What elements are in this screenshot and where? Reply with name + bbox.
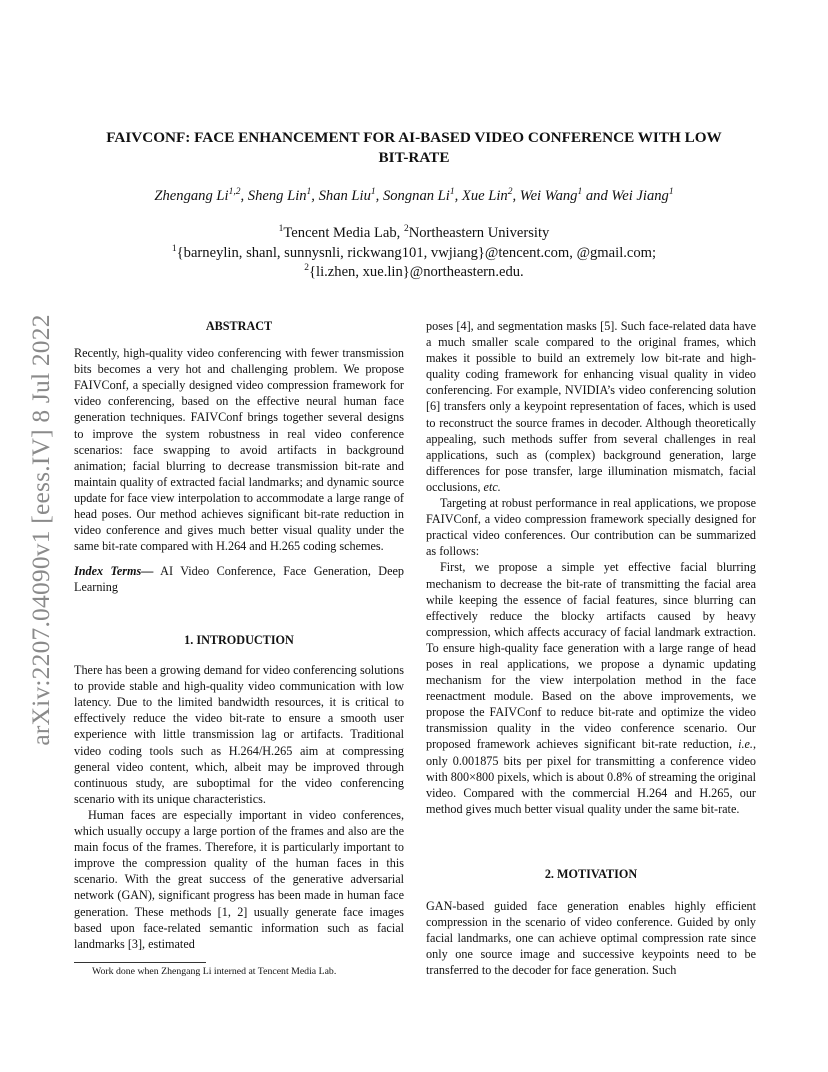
introduction-heading: 1. INTRODUCTION <box>184 633 294 647</box>
author: Shan Liu$^1$, <box>318 187 383 204</box>
affiliation-emails-tencent: $^1${barneylin, shanl, sunnysnli, rickwang101, vwjiang}@tencent.com, @gmail.com; <box>171 243 657 261</box>
index-terms-label: Index Terms— <box>74 564 154 579</box>
footnote: Work done when Zhengang Li interned at Tencent Media Lab. <box>92 966 337 977</box>
affiliations <box>74 224 754 283</box>
motivation-paragraph-1: GAN-based guided face generation enables highly efficient compression in the scenario of video conference. Guided by only facial landmarks, one can achieve optimal compression rate since only one source image and successive keypoints need to be transferred to the decoder for face generation. Such <box>426 899 756 978</box>
footnote-rule <box>74 962 206 963</box>
abstract-heading: ABSTRACT <box>205 319 273 333</box>
affiliation-institutions: $^1$Tencent Media Lab, $^2$Northeastern University <box>278 224 550 241</box>
author-list <box>74 186 754 206</box>
introduction-paragraph-2: Human faces are especially important in video conferences, which usually occupy a large portion of the frames and also are the main focus of the frames. Therefore, it is particularly important to improve the compression quality of the human faces in this scenario. With the great success of the generative adversarial network (GAN), significant progress has been made in human face generation. These methods [1, 2] usually generate face images based upon face-related semantic information such as facial landmarks [3], estimated <box>74 807 404 951</box>
right-column <box>426 318 756 817</box>
paper-title-line-1: FAIVCONF: FACE ENHANCEMENT FOR AI-BASED VIDEO CONFERENCE WITH LOW <box>106 129 722 146</box>
introduction-section <box>74 632 404 952</box>
arxiv-stamp-text: arXiv:2207.04090v1 [eess.IV] 8 Jul 2022 <box>26 314 55 746</box>
affiliation-emails-northeastern: $^2${li.zhen, xue.lin}@northeastern.edu. <box>304 263 524 281</box>
author: Zhengang Li$^{1,2}$, <box>154 187 248 204</box>
author: Wei Wang$^1$ and <box>519 187 612 204</box>
intro-continued-paragraph: poses [4], and segmentation masks [5]. Such face-related data have a much smaller scale compared to the original frames, which makes it possible to build an extremely low bit-rate and high-quality coding framework for enhancing visual quality in video conferencing. For example, NVIDIA’s video conferencing solution [6] transfers only a keypoint representation of faces, which is used to reconstruct the source frames in decoder. Although theoretically appealing, such methods suffer from several challenges in real applications, such as (complex) background generation, large differences for pose transfer, large illumination mismatch, facial occlusions, etc. <box>426 319 756 494</box>
abstract-body: Recently, high-quality video conferencing with fewer transmission bits becomes a very hot and challenging problem. We propose FAIVConf, a specially designed video compression framework for video conferencing, based on the effective neural human face generation techniques. FAIVConf brings together several designs to improve the system robustness in real video conference scenarios: face swapping to avoid artifacts in background animation; facial blurring to decrease transmission bit-rate and maintain quality of extracted facial landmarks; and dynamic source update for face view interpolation to accommodate a large range of head poses. Our method achieves significant bit-rate reduction in video conference and gives much better visual quality under the same bit-rate compared with H.264 and H.265 coding schemes. <box>74 346 404 554</box>
author: Sheng Lin$^1$, <box>247 187 319 204</box>
paper-title <box>74 128 754 167</box>
index-terms-text: AI Video Conference, Face Generation, Deep Learning <box>74 564 404 595</box>
contribution-paragraph: First, we propose a simple yet effective facial blurring mechanism to decrease the bit-rate of transmitting the facial area while keeping the essence of facial features, since blurring can effectively reduce the blocky artifacts caused by heavy compression, which affects accuracy of facial landmark extraction. To ensure high-quality face generation with a large range of head poses in real applications, we propose a dynamic updating mechanism for the view interpolation method in the face reenactment module. Based on the above improvements, we propose the FAIVConf to reduce bit-rate and optimize the video transmission quality in the video conference scenario. Our proposed framework achieves significant bit-rate reduction, i.e., only 0.001875 bits per pixel for transmitting a conference video with 800×800 pixels, which is about 0.8% of streaming the original video. Compared with the commercial H.264 and H.265, our method gives much better visual quality under the same bit-rate. <box>426 560 756 816</box>
contribution-intro-paragraph: Targeting at robust performance in real applications, we propose FAIVConf, a video compression framework specially designed for practical video conferences. Our contribution can be summarized as follows: <box>426 496 756 559</box>
paper-title-line-2: BIT-RATE <box>378 148 450 166</box>
author: Songnan Li$^1$, <box>382 187 462 204</box>
abstract-section <box>74 318 404 596</box>
motivation-section <box>426 866 756 979</box>
index-terms <box>74 563 404 595</box>
introduction-paragraph-1: There has been a growing demand for video conferencing solutions to provide stable and high-quality video communication with low latency. Due to the limited bandwidth resources, it is critical to effectively reduce the video bit-rate to ensure a smooth user experience with little transmission lag or artifacts. Traditional video coding tools such as H.264/H.265 aim at compressing general video content, which, albeit may be improved through continuous study, are suboptimal for the video conferencing scenario with its unique characteristics. <box>74 663 404 806</box>
arxiv-stamp <box>26 295 56 765</box>
author: Xue Lin$^2$, <box>461 187 520 204</box>
motivation-heading: 2. MOTIVATION <box>544 867 638 881</box>
author: Wei Jiang$^1$ <box>611 187 674 204</box>
